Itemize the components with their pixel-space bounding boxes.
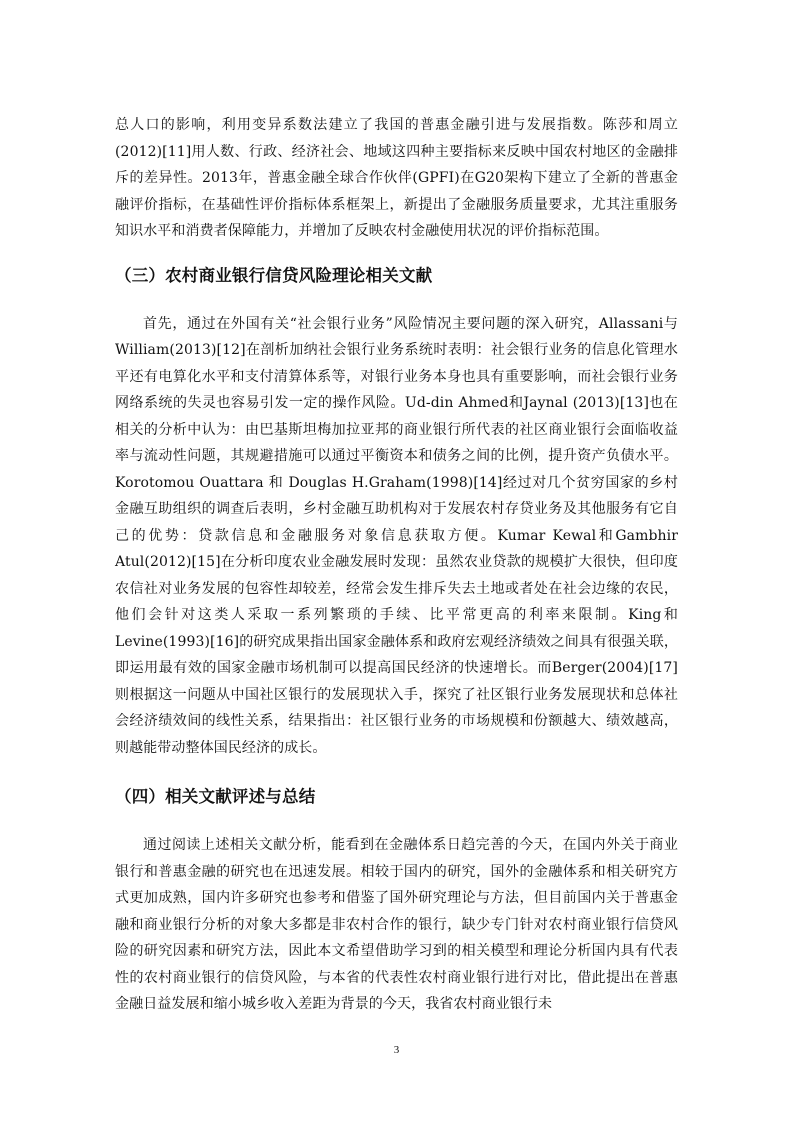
section-heading-4: （四）相关文献评述与总结 bbox=[115, 787, 316, 806]
section-heading-3: （三）农村商业银行信贷风险理论相关文献 bbox=[115, 265, 433, 285]
paragraph-section-3: 首先，通过在外国有关“社会银行业务”风险情况主要问题的深入研究，Allassani与William(2013)[12]在剖析加纳社会银行业务系统时表明：社会银行业务的信息化管理水平还有电算化水平和支付清算体系等，对银行业务本身也具有重要影响，而社会银行业务网络系统的失灵也容易引发一定的操作风险。Ud-din Ahmed和Jaynal (2013)[13]也在相关的分析中认为：由巴基斯坦梅加拉亚邦的商业银行所代表的社区商业银行会面临收益率与流动性问题，其规避措施可以通过平衡资本和债务之间的比例，提升资产负债水平。Korotomou Ouattara 和 Douglas H.Graham(1998)[14]经过对几个贫穷国家的乡村金融互助组织的调查后表明，乡村金融互助机构对于发展农村存贷业务及其他服务有它自己的优势：贷款信息和金融服务对象信息获取方便。Kumar Kewal和Gambhir Atul(2012)[15]在分析印度农业金融发展时发现：虽然农业贷款的规模扩大很快，但印度农信社对业务发展的包容性却较差，经常会发生排斥失去土地或者处在社会边缘的农民，他们会针对这类人采取一系列繁琐的手续、比平常更高的利率来限制。King和Levine(1993)[16]的研究成果指出国家金融体系和政府宏观经济绩效之间具有很强关联，即运用最有效的国家金融市场机制可以提高国民经济的快速增长。而Berger(2004)[17]则根据这一问题从中国社区银行的发展现状入手，探究了社区银行业务发展现状和总体社会经济绩效间的线性关系，结果指出：社区银行业务的市场规模和份额越大、绩效越高，则越能带动整体国民经济的成长。 bbox=[115, 315, 678, 756]
paragraph-intro-continuation: 总人口的影响，利用变异系数法建立了我国的普惠金融引进与发展指数。陈莎和周立(2012)[11]用人数、行政、经济社会、地域这四种主要指标来反映中国农村地区的金融排斥的差异性。2013年，普惠金融全球合作伙伴(GPFI)在G20架构下建立了全新的普惠金融评价指标，在基础性评价指标体系框架上，新提出了金融服务质量要求，尤其注重服务知识水平和消费者保障能力，并增加了反映农村金融使用状况的评价指标范围。 bbox=[115, 117, 678, 239]
page-body bbox=[115, 112, 678, 1018]
paragraph-section-4: 通过阅读上述相关文献分析，能看到在金融体系日趋完善的今天，在国内外关于商业银行和普惠金融的研究也在迅速发展。相较于国内的研究，国外的金融体系和相关研究方式更加成熟，国内许多研究也参考和借鉴了国外研究理论与方法，但目前国内关于普惠金融和商业银行分析的对象大多都是非农村合作的银行，缺少专门针对农村商业银行信贷风险的研究因素和研究方法，因此本文希望借助学习到的相关模型和理论分析国内具有代表性的农村商业银行的信贷风险，与本省的代表性农村商业银行进行对比，借此提出在普惠金融日益发展和缩小城乡收入差距为背景的今天，我省农村商业银行未 bbox=[115, 837, 678, 1012]
page-number: 3 bbox=[393, 1044, 400, 1056]
